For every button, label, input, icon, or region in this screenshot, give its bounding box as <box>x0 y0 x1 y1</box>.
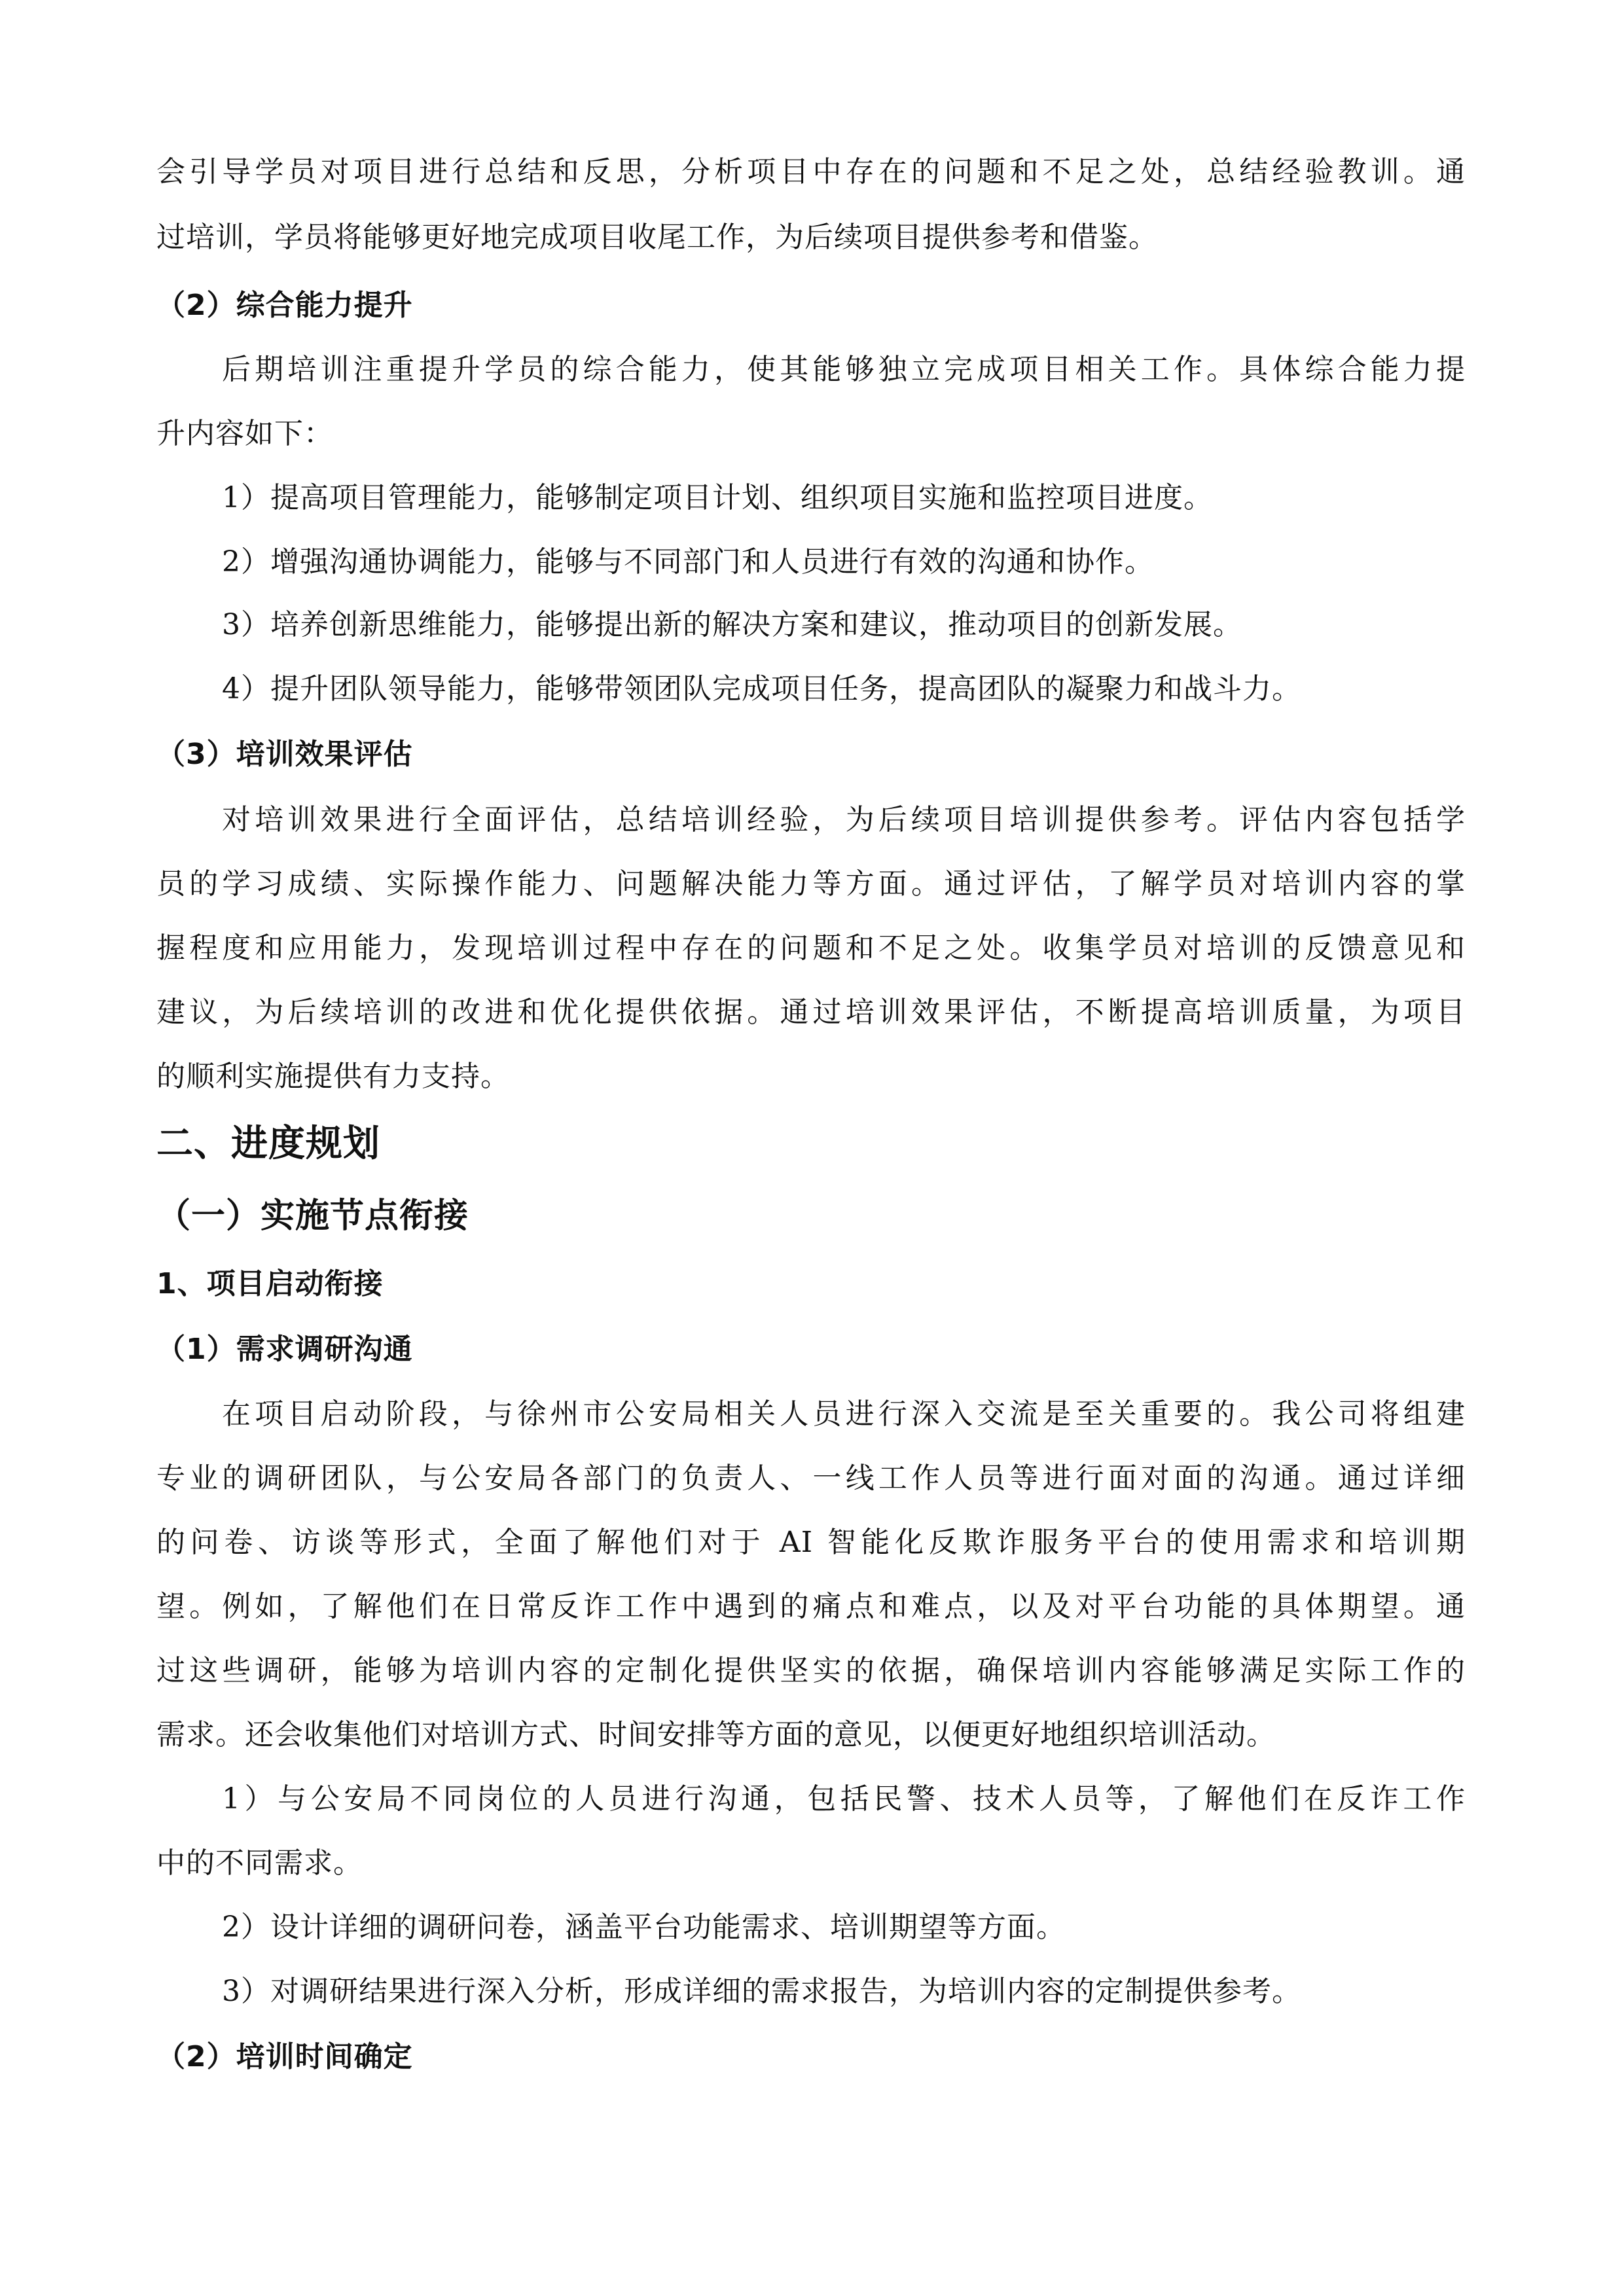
paragraph-line: 建议，为后续培训的改进和优化提供依据。通过培训效果评估，不断提高培训质量，为项目 <box>156 996 1466 1029</box>
list-item: 2）设计详细的调研问卷，涵盖平台功能需求、培训期望等方面。 <box>222 1910 1066 1944</box>
paragraph-line: 过培训，学员将能够更好地完成项目收尾工作，为后续项目提供参考和借鉴。 <box>156 221 1158 254</box>
subsection-heading: 1、项目启动衔接 <box>156 1267 384 1300</box>
section-heading: （3）培训效果评估 <box>156 738 413 771</box>
paragraph-line: 会引导学员对项目进行总结和反思，分析项目中存在的问题和不足之处，总结经验教训。通 <box>156 155 1466 188</box>
chapter-heading: 二、进度规划 <box>156 1122 380 1165</box>
section-heading: （2）培训时间确定 <box>156 2040 413 2073</box>
paragraph-line: 望。例如，了解他们在日常反诈工作中遇到的痛点和难点，以及对平台功能的具体期望。通 <box>156 1590 1466 1623</box>
paragraph-line: 员的学习成绩、实际操作能力、问题解决能力等方面。通过评估，了解学员对培训内容的掌 <box>156 867 1466 901</box>
list-item: 4）提升团队领导能力，能够带领团队完成项目任务，提高团队的凝聚力和战斗力。 <box>222 672 1301 706</box>
paragraph-line: 后期培训注重提升学员的综合能力，使其能够独立完成项目相关工作。具体综合能力提 <box>222 353 1466 386</box>
paragraph-line: 专业的调研团队，与公安局各部门的负责人、一线工作人员等进行面对面的沟通。通过详细 <box>156 1462 1466 1495</box>
paragraph-line: 对培训效果进行全面评估，总结培训经验，为后续项目培训提供参考。评估内容包括学 <box>222 803 1466 836</box>
list-item: 3）培养创新思维能力，能够提出新的解决方案和建议，推动项目的创新发展。 <box>222 608 1242 641</box>
paragraph-line: 升内容如下： <box>156 417 333 450</box>
paragraph-line: 需求。还会收集他们对培训方式、时间安排等方面的意见，以便更好地组织培训活动。 <box>156 1718 1276 1751</box>
list-item: 2）增强沟通协调能力，能够与不同部门和人员进行有效的沟通和协作。 <box>222 545 1154 579</box>
list-item: 3）对调研结果进行深入分析，形成详细的需求报告，为培训内容的定制提供参考。 <box>222 1975 1301 2008</box>
paragraph-line: 过这些调研，能够为培训内容的定制化提供坚实的依据，确保培训内容能够满足实际工作的 <box>156 1654 1466 1687</box>
paragraph-line: 在项目启动阶段，与徐州市公安局相关人员进行深入交流是至关重要的。我公司将组建 <box>222 1397 1466 1431</box>
section-heading: （1）需求调研沟通 <box>156 1333 413 1366</box>
subchapter-heading: （一）实施节点衔接 <box>156 1196 469 1236</box>
paragraph-line: 握程度和应用能力，发现培训过程中存在的问题和不足之处。收集学员对培训的反馈意见和 <box>156 931 1466 965</box>
paragraph-line: 中的不同需求。 <box>156 1846 363 1880</box>
list-item: 1）提高项目管理能力，能够制定项目计划、组织项目实施和监控项目进度。 <box>222 481 1213 514</box>
paragraph-line: 的问卷、访谈等形式，全面了解他们对于 AI 智能化反欺诈服务平台的使用需求和培训期 <box>156 1526 1466 1559</box>
section-heading: （2）综合能力提升 <box>156 289 413 322</box>
list-item: 1）与公安局不同岗位的人员进行沟通，包括民警、技术人员等，了解他们在反诈工作 <box>222 1782 1466 1816</box>
paragraph-line: 的顺利实施提供有力支持。 <box>156 1060 510 1093</box>
